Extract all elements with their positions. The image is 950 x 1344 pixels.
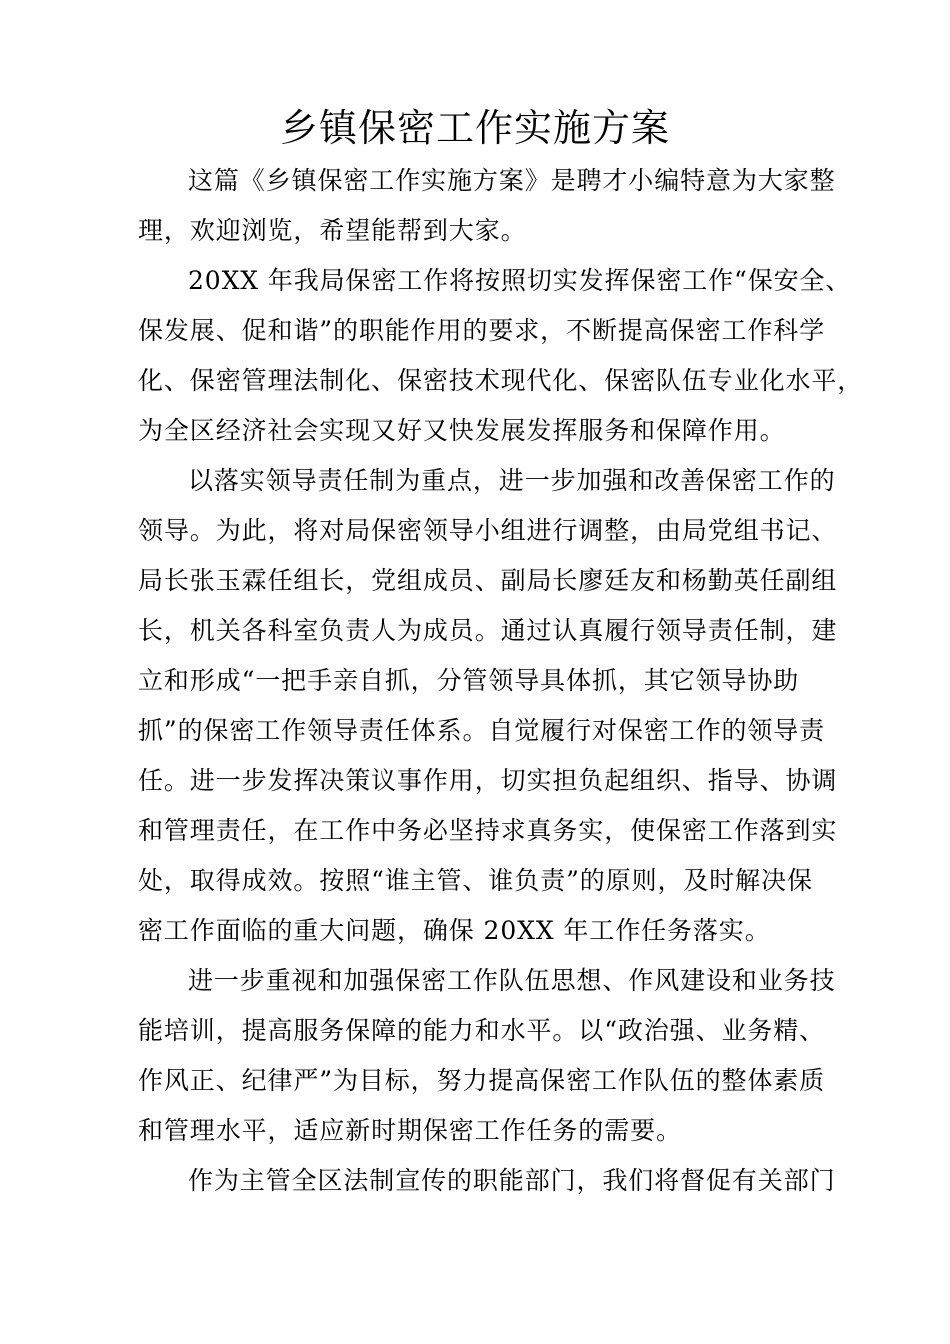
paragraph-2-line-3: 化、保密管理法制化、保密技术现代化、保密队伍专业化水平， bbox=[138, 366, 864, 395]
paragraph-4-line-1: 进一步重视和加强保密工作队伍思想、作风建设和业务技 bbox=[188, 966, 836, 995]
document-title: 乡镇保密工作实施方案 bbox=[279, 106, 670, 150]
paragraph-3-line-9: 处，取得成效。按照“谁主管、谁负责”的原则，及时解决保 bbox=[138, 866, 813, 895]
paragraph-3-line-10: 密工作面临的重大问题，确保 20XX 年工作任务落实。 bbox=[138, 916, 771, 945]
paragraph-3-line-7: 任。进一步发挥决策议事作用，切实担负起组织、指导、协调 bbox=[138, 766, 838, 795]
paragraph-4-line-4: 和管理水平，适应新时期保密工作任务的需要。 bbox=[138, 1116, 682, 1145]
paragraph-2-line-4: 为全区经济社会实现又好又快发展发挥服务和保障作用。 bbox=[138, 416, 786, 445]
paragraph-3-line-5: 立和形成“一把手亲自抓，分管领导具体抓，其它领导协助 bbox=[138, 666, 800, 695]
paragraph-1-line-2: 理，欢迎浏览，希望能帮到大家。 bbox=[138, 216, 527, 245]
paragraph-3-line-2: 领导。为此，将对局保密领导小组进行调整，由局党组书记、 bbox=[138, 516, 838, 545]
paragraph-3-line-4: 长，机关各科室负责人为成员。通过认真履行领导责任制，建 bbox=[138, 616, 838, 645]
paragraph-4-line-3: 作风正、纪律严”为目标，努力提高保密工作队伍的整体素质 bbox=[138, 1066, 826, 1095]
paragraph-5-line-1: 作为主管全区法制宣传的职能部门，我们将督促有关部门 bbox=[188, 1166, 836, 1195]
paragraph-2-line-1: 20XX 年我局保密工作将按照切实发挥保密工作“保安全、 bbox=[188, 266, 852, 295]
paragraph-1-line-1: 这篇《乡镇保密工作实施方案》是聘才小编特意为大家整 bbox=[188, 166, 836, 195]
paragraph-3-line-3: 局长张玉霖任组长，党组成员、副局长廖廷友和杨勤英任副组 bbox=[138, 566, 838, 595]
paragraph-4-line-2: 能培训，提高服务保障的能力和水平。以“政治强、业务精、 bbox=[138, 1016, 826, 1045]
paragraph-3-line-8: 和管理责任，在工作中务必坚持求真务实，使保密工作落到实 bbox=[138, 816, 838, 845]
paragraph-3-line-6: 抓”的保密工作领导责任体系。自觉履行对保密工作的领导责 bbox=[138, 716, 826, 745]
paragraph-3-line-1: 以落实领导责任制为重点，进一步加强和改善保密工作的 bbox=[188, 466, 836, 495]
paragraph-2-line-2: 保发展、促和谐”的职能作用的要求，不断提高保密工作科学 bbox=[138, 316, 826, 345]
